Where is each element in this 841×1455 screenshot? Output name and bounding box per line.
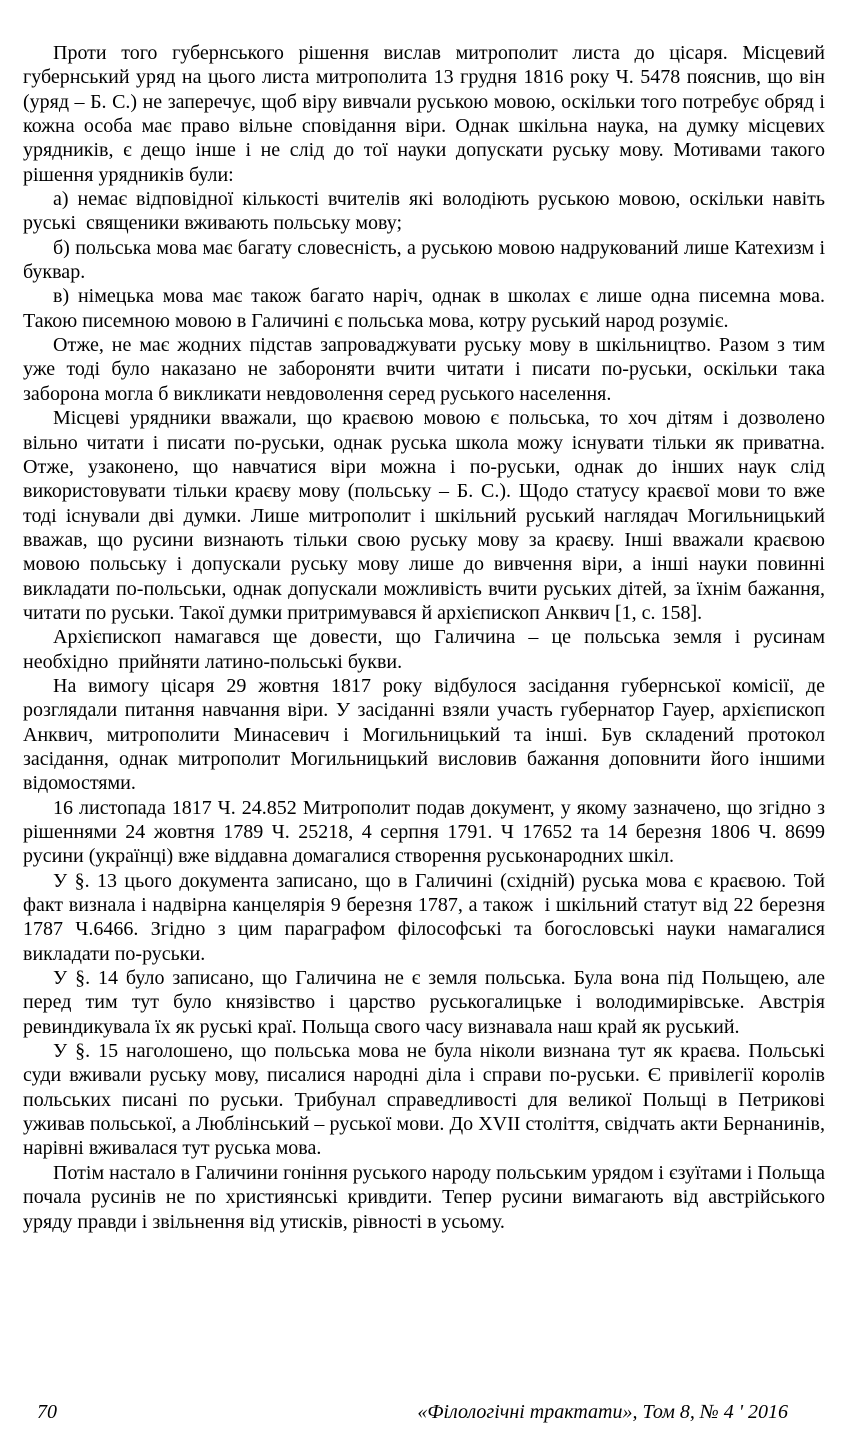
paragraph-list-item-a: а) немає відповідної кількості вчителів які володіють руською мовою, оскільки навіть руські священики вживають польську мову; <box>23 188 830 235</box>
paragraph: Проти того губернського рішення вислав митрополит листа до цісаря. Місцевий губернський уряд на цього листа митрополита 13 грудня 1816 року Ч. 5478 пояснив, що він (уряд – Б. С.) не заперечує, щоб віру вивчали руською мовою, оскільки того потребує обряд і кожна особа має право вільне сповідання віри. Однак шкільна наука, на думку місцевих урядників, є дещо інше і не слід до тої науки допускати руську мову. Мотивами такого рішення урядників були: <box>23 42 830 186</box>
paragraph-section-15: У §. 15 наголошено, що польська мова не була ніколи визнана тут як краєва. Польські суди вживали руську мову, писалися народні діла і справи по-руськи. Є привілегії королів польських писані по руськи. Трибунал справедливості для великої Польщі в Петрикові уживав польської, а Люблінський – руської мови. До XVII століття, свідчать акти Бернанинів, нарівні вживалася тут руська мова. <box>23 1040 830 1160</box>
paragraph-section-13: У §. 13 цього документа записано, що в Галичині (східній) руська мова є краєвою. Той факт визнала і надвірна канцелярія 9 березня 1787, а також і шкільний статут від 22 березня 1787 Ч.6466. Згідно з цим параграфом філософські та богословські науки намагалися викладати по-руськи. <box>23 869 830 965</box>
paragraph: Архієпископ намагався ще довести, що Галичина – це польська земля і русинам необхідно прийняти латино-польські букви. <box>23 626 830 673</box>
paragraph: Отже, не має жодних підстав запроваджувати руську мову в шкільництво. Разом з тим уже тоді було наказано не забороняти вчити читати і писати по-руськи, оскільки така заборона могла б викликати невдоволення серед руського населення. <box>23 334 830 405</box>
journal-reference: «Філологічні трактати», Том 8, № 4 ' 2016 <box>417 1401 788 1423</box>
paragraph: Потім настало в Галичини гоніння руського народу польським урядом і єзуїтами і Польща почала русинів не по християнські кривдити. Тепер русини вимагають від австрійського уряду правди і звільнення від утисків, рівності в усьому. <box>23 1161 830 1233</box>
paragraph-list-item-v: в) німецька мова має також багато наріч, однак в школах є лише одна писемна мова. Такою писемною мовою в Галичині є польська мова, котру руський народ розуміє. <box>23 285 830 332</box>
paragraph: 16 листопада 1817 Ч. 24.852 Митрополит подав документ, у якому зазначено, що згідно з рішеннями 24 жовтня 1789 Ч. 25218, 4 серпня 1791. Ч 17652 та 14 березня 1806 Ч. 8699 русини (українці) вже віддавна домагалися створення руськонародних шкіл. <box>23 796 830 868</box>
paragraph: Місцеві урядники вважали, що краєвою мовою є польська, то хоч дітям і дозволено вільно читати і писати по-руськи, однак руська школа можу існувати тільки як приватна. Отже, узаконено, що навчатися віри можна і по-руськи, однак до інших наук слід використовувати тільки краєву мову (польську – Б. С.). Щодо статусу краєвої мови то вже тоді існували дві думки. Лише митрополит і шкільний руський наглядач Могильницький вважав, що русини визнають тільки свою руську мову за краєву. Інші вважали краєвою мовою польську і допускали руську мову лише до вивчення віри, а інші науки повинні викладати по-польськи, однак допускали можливість вчити руських дітей, за їхнім бажання, читати по руськи. Такої думки притримувався й архієпископ Анквич [1, с. 158]. <box>23 407 830 624</box>
paragraph-list-item-b: б) польська мова має багату словесність, а руською мовою надрукований лише Катехизм і буквар. <box>23 236 830 284</box>
article-body <box>23 41 830 1234</box>
paragraph: На вимогу цісаря 29 жовтня 1817 року відбулося засідання губернської комісії, де розглядали питання навчання віри. У засіданні взяли участь губернатор Гауер, архієпископ Анквич, митрополити Минасевич і Могильницький та інші. Був складений протокол засідання, однак митрополит Могильницький висловив бажання доповнити його іншими відомостями. <box>23 674 830 795</box>
paragraph-section-14: У §. 14 було записано, що Галичина не є земля польська. Була вона під Польщею, але перед тим тут було князівство і царство руськогалицьке і володимирівське. Австрія ревиндикувала їх як руські краї. Польща свого часу визнавала наш край як руський. <box>23 967 830 1038</box>
page-number: 70 <box>37 1401 57 1423</box>
page-footer <box>37 1400 788 1424</box>
